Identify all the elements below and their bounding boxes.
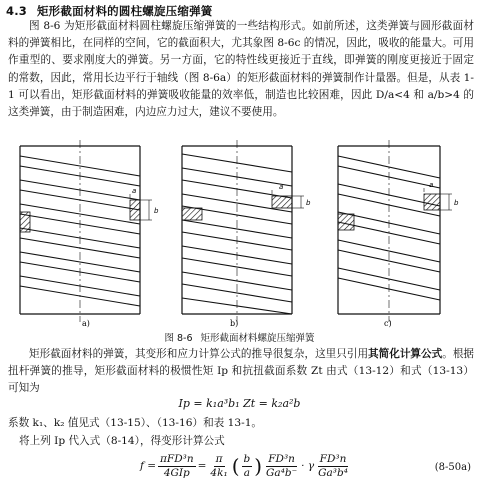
formula-lhs: f = bbox=[140, 460, 157, 472]
spring-drawing-a bbox=[20, 140, 152, 322]
fraction-1: $\frac{\text{πFD³n}}{\text{4GIp}}$ bbox=[160, 452, 194, 479]
spring-drawing-c bbox=[338, 140, 452, 322]
formula-eq: = bbox=[197, 460, 207, 472]
figure-label-a: a) bbox=[82, 319, 90, 328]
formula-ip-zt: Ip = k₁a³b₁ Zt = k₂a²b bbox=[178, 397, 301, 410]
dim-label-a-c: a bbox=[429, 181, 434, 189]
paragraph-formulas-bold: 其简化计算公式 bbox=[368, 348, 443, 360]
substitution-line: 将上列 Ip 代入式（8-14），得变形计算公式 bbox=[19, 435, 225, 447]
fraction-2: $\frac{\pi}{\text{4k₁}}$ bbox=[210, 452, 228, 479]
equation-number: (8-50a) bbox=[434, 462, 471, 473]
deflection-formula: f = $\frac{\text{πFD³n}}{\text{4GIp}}$ = $\frac{\pi}{\text{4k₁}}$ ( $\frac{b}{a}$ ) $\frac{\text{FD³n}}{\text{Ga⁴b⁻}}$ · γ $\frac{\text{FD³n}}{\text{Ga³b⁴}}$ bbox=[140, 452, 348, 479]
figure-caption bbox=[0, 330, 479, 344]
paragraph-formulas-part2: 。根据扭杆弹簧的推导，矩形截面材料的极惯性矩 Ip 和抗扭截面系数 Zt 由式（13-12）和式（13-13）可知为 bbox=[8, 348, 475, 395]
fraction-3: $\frac{\text{FD³n}}{\text{Ga⁴b⁻}}$ bbox=[266, 452, 298, 479]
formula-sep: · γ bbox=[301, 460, 315, 472]
spring-figure bbox=[0, 138, 479, 343]
section-title: 矩形截面材料的圆柱螺旋压缩弹簧 bbox=[36, 4, 213, 18]
section-heading bbox=[6, 3, 212, 19]
paragraph-intro: 图 8-6 为矩形截面材料圆柱螺旋压缩弹簧的一些结构形式。如前所述，这类弹簧与圆形截面材料的弹簧相比，在同样的空间，它的截面积大，尤其象图 8-6c 的情况，因此，吸收的能量大。可用作重型的、要求刚度大的弹簧。另一方面，它的特性线更接近于直线，即弹簧的刚度更接近于固定的常数，因此，常用长边平行于轴线（图 8-6a）的矩形截面材料的弹簧制作计量器。但是，从表 1-1 可以看出，矩形截面材料的弹簧吸收能量的效率低，制造也比较困难，因此 D/a<4 和 a/b>4 的这类弹簧，由于制造困难，内边应力过大，建议不要使用。 bbox=[8, 20, 474, 119]
dim-label-b-a: b bbox=[154, 207, 159, 215]
paragraph-formulas bbox=[8, 346, 474, 398]
dim-label-a-a: a bbox=[132, 187, 137, 195]
figure-caption-number: 图 8-6 bbox=[164, 333, 193, 344]
dim-label-b-b: b bbox=[306, 199, 311, 207]
paragraph-formulas-part1: 矩形截面材料的弹簧，其变形和应力计算公式的推导很复杂，这里只引用 bbox=[29, 348, 369, 360]
section-number: 4.3 bbox=[6, 4, 27, 18]
dim-label-a-b: a bbox=[279, 183, 284, 191]
figure-caption-text: 矩形截面材料螺旋压缩弹簧 bbox=[200, 333, 315, 344]
coefficient-line: 系数 k₁、k₂ 值见式（13-15）、（13-16）和表 13-1。 bbox=[8, 417, 263, 429]
figure-label-c: c) bbox=[384, 319, 392, 328]
figure-label-b: b) bbox=[230, 319, 239, 328]
spring-drawing-b bbox=[182, 140, 304, 322]
dim-label-b-c: b bbox=[454, 199, 459, 207]
fraction-ba: $\frac{b}{a}$ bbox=[243, 452, 251, 479]
fraction-4: $\frac{\text{FD³n}}{\text{Ga³b⁴}}$ bbox=[318, 452, 348, 479]
